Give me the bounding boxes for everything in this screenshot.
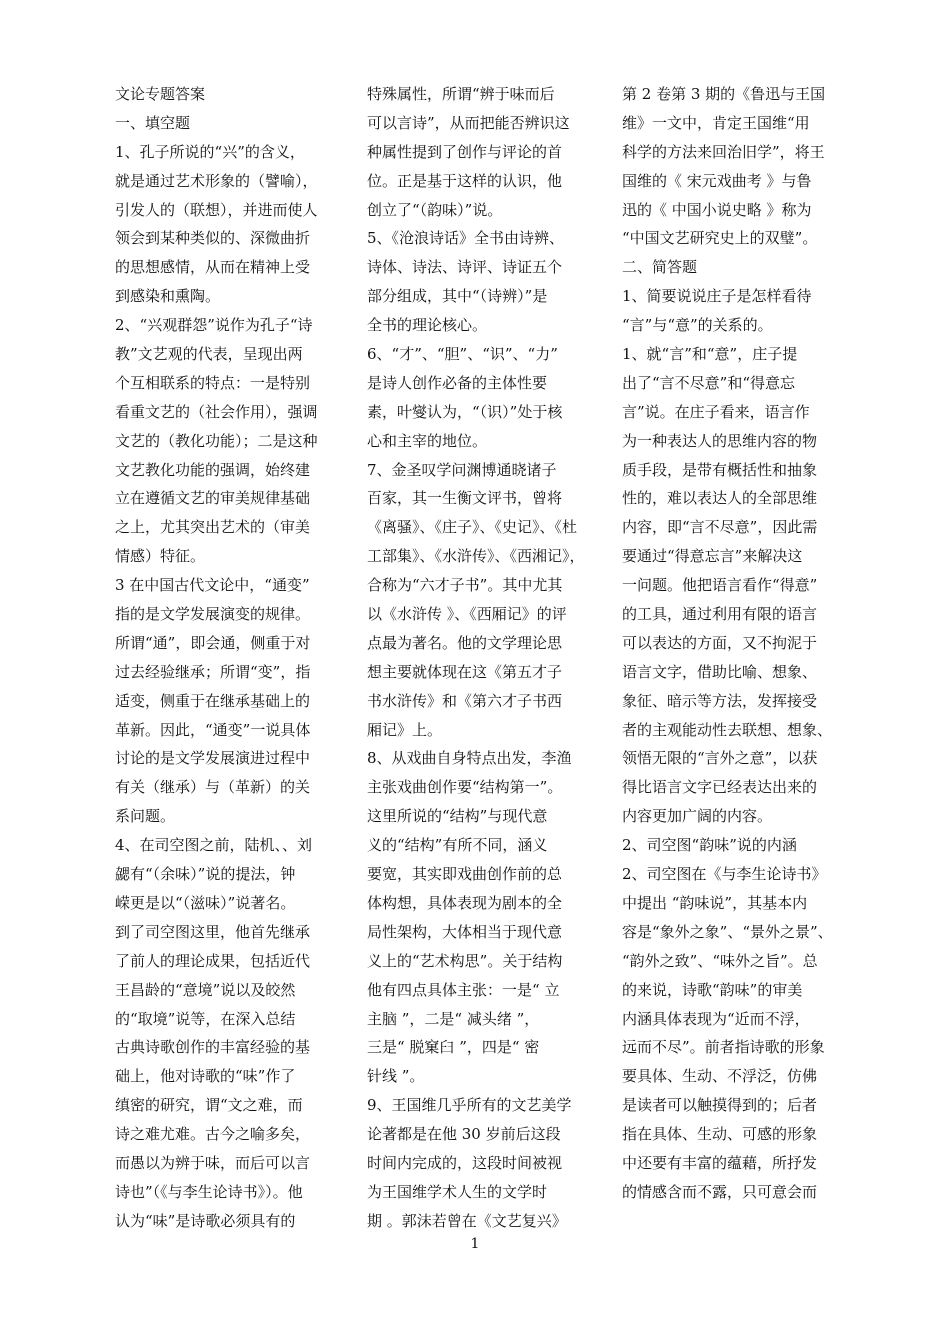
text-line: 工部集》、《水浒传》、《西湘记》， [367,547,585,566]
text-line: 局性架构，大体相当于现代意 [367,922,563,941]
text-line: 义上的“艺术构思”。关于结构 [367,951,563,970]
text-line: 革新。因此，“通变”一说具体 [115,720,311,739]
text-line: 的“取境”说等，在深入总结 [115,1009,296,1028]
text-line: 勰有“（余味）”说的提法，钟 [115,865,296,884]
text-line: 有关（继承）与（革新）的关 [115,778,311,797]
text-line: 维》一文中，肯定王国维“用 [622,113,810,132]
text-line: 国维的《 宋元戏曲考 》与鲁 [622,171,812,190]
text-line: 二、简答题 [622,258,698,277]
text-line: 性的，难以表达人的全部思维 [622,489,818,508]
text-line: 针线 ”。 [367,1067,425,1086]
text-line: 所谓“通”，即会通，侧重于对 [115,633,311,652]
text-line: 9、王国维几乎所有的文艺美学 [367,1096,572,1115]
text-line: 就是通过艺术形象的（譬喻）， [115,171,318,190]
text-line: 到了司空图这里，他首先继承 [115,922,311,941]
text-line: 特殊属性，所谓“辨于味而后 [367,85,555,103]
text-line: 过去经验继承；所谓“变”，指 [115,662,311,681]
text-line: 这里所说的“结构”与现代意 [367,807,548,826]
text-line: 立在遵循文艺的审美规律基础 [115,489,311,508]
text-line: 嵘更是以“（滋味）”说著名。 [115,893,296,912]
text-line: 《离骚》、《庄子》、《史记》、《杜 [367,518,578,537]
text-line: 的来说，诗歌“韵味”的审美 [622,980,803,999]
text-line: 1、简要说说庄子是怎样看待 [622,287,812,306]
text-line: 出了“言不尽意”和“得意忘 [622,373,796,392]
text-line: 可以言诗”，从而把能否辨识这 [367,113,570,132]
text-line: 全书的理论核心。 [367,316,488,335]
text-line: 主张戏曲创作要“结构第一”。 [367,778,563,797]
text-line: 4、在司空图之前，陆机、、刘 [115,836,313,855]
text-line: 创立了“（韵味）”说。 [367,200,503,219]
text-line: 要宽，其实即戏曲创作前的总 [367,865,563,884]
text-line: 缜密的研究，谓“文之难，而 [115,1096,303,1115]
text-line: 中还要有丰富的蕴藉，所抒发 [622,1153,818,1172]
text-line: 个互相联系的特点：一是特别 [115,373,311,392]
page-number: 1 [470,1236,480,1252]
text-line: “韵外之致”、“味外之旨”。总 [622,951,818,970]
text-line: 础上，他对诗歌的“味”作了 [115,1067,296,1086]
text-line: 而愚以为辨于味，而后可以言 [115,1153,311,1172]
text-line: 一、填空题 [115,113,191,132]
text-column-1 [115,80,337,1236]
text-line: 王昌龄的“意境”说以及皎然 [115,980,296,999]
text-line: 文论专题答案 [115,85,206,103]
text-line: 百家，其一生衡文评书，曾将 [367,489,563,508]
text-line: 以《水浒传 》、《西厢记》的评 [367,605,567,624]
text-line: 的思想感情，从而在精神上受 [115,258,311,277]
text-line: 语言文字，借助比喻、想象、 [622,662,818,681]
text-line: 教”文艺观的代表，呈现出两 [115,345,303,364]
text-column-3 [622,80,854,1207]
text-line: 文艺的（教化功能）；二是这种 [115,431,318,450]
text-line: 5、《沧浪诗话》全书由诗辨、 [367,229,565,248]
text-line: “中国文艺研究史上的双璧”。 [622,229,818,248]
text-line: 领会到某种类似的、深微曲折 [115,229,311,248]
text-line: 的工具，通过利用有限的语言 [622,605,818,624]
text-line: 要具体、生动、不浮泛，仿佛 [622,1067,818,1086]
text-line: 2、“兴观群怨”说作为孔子“诗 [115,316,313,335]
text-line: 指的是文学发展演变的规律。 [115,605,311,624]
text-line: 想主要就体现在这《第五才子 [367,662,563,681]
text-line: 第 2 卷第 3 期的《鲁迅与王国 [622,85,826,103]
text-line: 体构想，具体表现为剧本的全 [367,893,563,912]
text-line: 3 在中国古代文论中，“通变” [115,576,310,595]
text-line: 义的“结构”有所不同，涵义 [367,836,548,855]
text-line: 为一种表达人的思维内容的物 [622,431,818,450]
text-line: 三是“ 脱窠臼 ”，四是“ 密 [367,1038,540,1057]
text-line: 内容更加广阔的内容。 [622,807,773,826]
text-line: 主脑 ”，二是“ 减头绪 ”， [367,1009,540,1028]
text-line: 的情感含而不露，只可意会而 [622,1182,818,1201]
text-line: “言”与“意”的关系的。 [622,316,773,335]
text-line: 6、“才”、“胆”、“识”、“力” [367,345,558,364]
text-line: 点最为著名。他的文学理论思 [367,633,563,652]
text-line: 位。正是基于这样的认识，他 [367,171,563,190]
text-line: 2、司空图在《与李生论诗书》 [622,865,827,884]
text-line: 可以表达的方面，又不拘泥于 [622,633,818,652]
text-line: 情感）特征。 [115,547,206,566]
text-line: 到感染和熏陶。 [115,287,221,306]
text-line: 素，叶燮认为，“（识）”处于核 [367,402,563,421]
text-line: 是读者可以触摸得到的；后者 [622,1096,818,1115]
text-line: 了前人的理论成果，包括近代 [115,951,311,970]
text-line: 厢记》上。 [367,720,443,739]
text-line: 科学的方法来回治旧学”，将王 [622,142,825,161]
text-line: 迅的《 中国小说史略 》称为 [622,200,812,219]
text-line: 得比语言文字已经表达出来的 [622,778,818,797]
text-line: 书水浒传》和《第六才子书西 [367,691,563,710]
text-line: 系问题。 [115,807,176,826]
text-column-2 [367,80,597,1236]
text-line: 论著都是在他 30 岁前后这段 [367,1125,561,1144]
text-line: 领悟无限的“言外之意”，以获 [622,749,818,768]
text-line: 认为“味”是诗歌必须具有的 [115,1211,296,1230]
text-line: 8、从戏曲自身特点出发，李渔 [367,749,572,768]
text-line: 引发人的（联想），并进而使人 [115,200,318,219]
text-line: 适变，侧重于在继承基础上的 [115,691,311,710]
text-line: 部分组成，其中“（诗辨）”是 [367,287,548,306]
text-line: 一问题。他把语言看作“得意” [622,576,818,595]
text-line: 之上，尤其突出艺术的（审美 [115,518,311,537]
text-line: 讨论的是文学发展演进过程中 [115,749,311,768]
text-line: 要通过“得意忘言”来解决这 [622,547,803,566]
text-line: 看重文艺的（社会作用），强调 [115,402,318,421]
text-line: 心和主宰的地位。 [367,431,488,450]
text-line: 指在具体、生动、可感的形象 [622,1125,818,1144]
text-line: 中提出 “韵味说”，其基本内 [622,893,808,912]
text-line: 远而不尽”。前者指诗歌的形象 [622,1038,825,1057]
text-line: 合称为“六才子书”。其中尤其 [367,576,563,595]
text-line: 言”说。在庄子看来，语言作 [622,402,810,421]
text-line: 时间内完成的，这段时间被视 [367,1153,563,1172]
text-line: 1、孔子所说的“兴”的含义， [115,142,305,161]
text-line: 诗之难尤难。古今之喻多矣， [115,1125,311,1144]
text-line: 象征、暗示等方法，发挥接受 [622,691,818,710]
text-line: 容是“象外之象”、“景外之景”、 [622,922,833,941]
text-line: 1、就“言”和“意”，庄子提 [622,345,798,364]
text-line: 种属性提到了创作与评论的首 [367,142,563,161]
text-line: 诗也”（《与李生论诗书》）。他 [115,1182,303,1201]
text-line: 期 。郭沫若曾在《文艺复兴》 [367,1211,567,1230]
text-line: 内涵具体表现为“近而不浮， [622,1009,810,1028]
text-line: 为王国维学术人生的文学时 [367,1182,548,1201]
text-line: 者的主观能动性去联想、想象、 [622,720,833,739]
text-line: 文艺教化功能的强调，始终建 [115,460,311,479]
text-line: 内容，即“言不尽意”，因此需 [622,518,818,537]
text-line: 诗体、诗法、诗评、诗证五个 [367,258,563,277]
text-line: 2、司空图“韵味”说的内涵 [622,836,797,855]
text-line: 是诗人创作必备的主体性要 [367,373,548,392]
text-line: 古典诗歌创作的丰富经验的基 [115,1038,311,1057]
text-line: 他有四点具体主张：一是“ 立 [367,980,560,999]
text-line: 质手段，是带有概括性和抽象 [622,460,818,479]
text-line: 7、金圣叹学问渊博通晓诸子 [367,460,557,479]
